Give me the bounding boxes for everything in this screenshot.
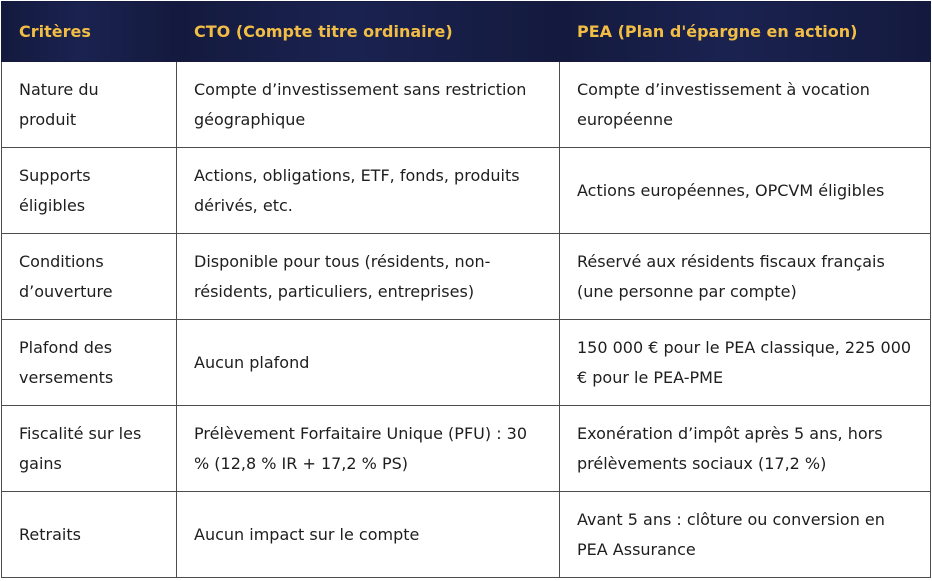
cto-cell: Aucun impact sur le compte — [177, 492, 560, 578]
cto-cell: Prélèvement Forfaitaire Unique (PFU) : 30 % (12,8 % IR + 17,2 % PS) — [177, 406, 560, 492]
pea-cell: 150 000 € pour le PEA classique, 225 000 € pour le PEA-PME — [560, 320, 931, 406]
table-header — [2, 2, 931, 62]
criteria-cell: Fiscalité sur les gains — [2, 406, 177, 492]
table-row — [2, 234, 931, 320]
pea-cell: Actions européennes, OPCVM éligibles — [560, 148, 931, 234]
cto-cell: Compte d’investissement sans restriction géographique — [177, 62, 560, 148]
criteria-cell: Conditions d’ouverture — [2, 234, 177, 320]
pea-cell: Avant 5 ans : clôture ou conversion en PEA Assurance — [560, 492, 931, 578]
criteria-cell: Plafond des versements — [2, 320, 177, 406]
header-row — [2, 2, 931, 62]
cto-cell: Disponible pour tous (résidents, non-résidents, particuliers, entreprises) — [177, 234, 560, 320]
pea-cell: Réservé aux résidents fiscaux français (une personne par compte) — [560, 234, 931, 320]
pea-cell: Exonération d’impôt après 5 ans, hors prélèvements sociaux (17,2 %) — [560, 406, 931, 492]
criteria-cell: Supports éligibles — [2, 148, 177, 234]
table-row — [2, 148, 931, 234]
table-row — [2, 62, 931, 148]
table-row — [2, 320, 931, 406]
header-pea: PEA (Plan d'épargne en action) — [560, 2, 931, 62]
cto-cell: Aucun plafond — [177, 320, 560, 406]
pea-cell: Compte d’investissement à vocation européenne — [560, 62, 931, 148]
criteria-cell: Nature du produit — [2, 62, 177, 148]
cto-cell: Actions, obligations, ETF, fonds, produits dérivés, etc. — [177, 148, 560, 234]
table-row — [2, 492, 931, 578]
table-body — [2, 62, 931, 578]
header-cto: CTO (Compte titre ordinaire) — [177, 2, 560, 62]
table-row — [2, 406, 931, 492]
header-criteria: Critères — [2, 2, 177, 62]
criteria-cell: Retraits — [2, 492, 177, 578]
comparison-table — [1, 1, 931, 578]
